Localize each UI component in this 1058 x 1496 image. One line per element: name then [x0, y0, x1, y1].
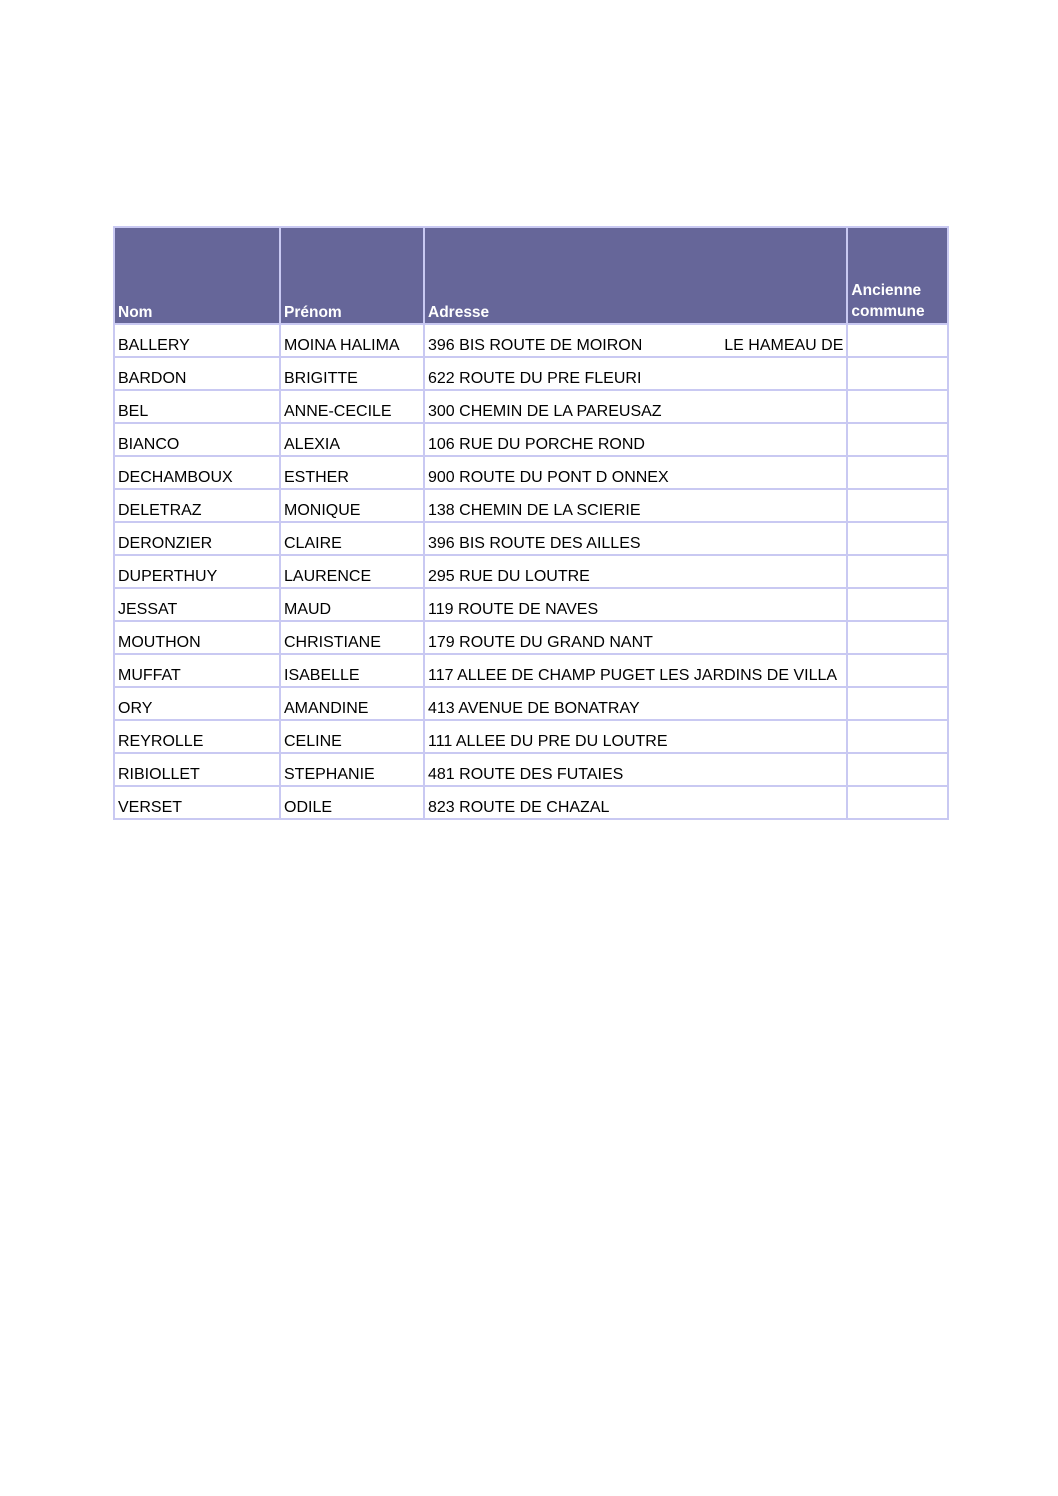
table-row: [114, 753, 948, 786]
cell-nom: DECHAMBOUX: [114, 456, 280, 489]
header-row: [114, 227, 948, 324]
cell-nom: REYROLLE: [114, 720, 280, 753]
table-row: [114, 489, 948, 522]
address-text: 481 ROUTE DES FUTAIES: [428, 766, 624, 783]
header-ancienne-commune: Ancienne commune: [847, 227, 948, 324]
cell-nom: JESSAT: [114, 588, 280, 621]
cell-ancienne-commune: [847, 621, 948, 654]
table-row: [114, 456, 948, 489]
header-adresse: Adresse: [424, 227, 847, 324]
cell-adresse: [424, 423, 847, 456]
cell-ancienne-commune: [847, 654, 948, 687]
cell-ancienne-commune: [847, 324, 948, 357]
cell-nom: MOUTHON: [114, 621, 280, 654]
header-prenom: Prénom: [280, 227, 424, 324]
address-text: 900 ROUTE DU PONT D ONNEX: [428, 469, 669, 486]
table-row: [114, 786, 948, 819]
cell-ancienne-commune: [847, 489, 948, 522]
cell-prenom: CLAIRE: [280, 522, 424, 555]
cell-prenom: LAURENCE: [280, 555, 424, 588]
cell-ancienne-commune: [847, 720, 948, 753]
header-nom: Nom: [114, 227, 280, 324]
cell-adresse: [424, 456, 847, 489]
address-text: 106 RUE DU PORCHE ROND: [428, 436, 645, 453]
cell-adresse: [424, 786, 847, 819]
cell-adresse: [424, 390, 847, 423]
cell-adresse: [424, 687, 847, 720]
cell-prenom: CELINE: [280, 720, 424, 753]
table-row: [114, 654, 948, 687]
address-text: 300 CHEMIN DE LA PAREUSAZ: [428, 403, 662, 420]
table-row: [114, 423, 948, 456]
table-body: [114, 324, 948, 819]
cell-adresse: [424, 753, 847, 786]
cell-prenom: ISABELLE: [280, 654, 424, 687]
cell-nom: DUPERTHUY: [114, 555, 280, 588]
cell-nom: RIBIOLLET: [114, 753, 280, 786]
table-row: [114, 687, 948, 720]
cell-ancienne-commune: [847, 555, 948, 588]
table-row: [114, 522, 948, 555]
cell-ancienne-commune: [847, 423, 948, 456]
cell-prenom: CHRISTIANE: [280, 621, 424, 654]
table-row: [114, 621, 948, 654]
address-text: 119 ROUTE DE NAVES: [428, 601, 599, 618]
address-text: 111 ALLEE DU PRE DU LOUTRE: [428, 733, 668, 750]
table-row: [114, 324, 948, 357]
table-row: [114, 588, 948, 621]
cell-nom: BALLERY: [114, 324, 280, 357]
address-text: 622 ROUTE DU PRE FLEURI: [428, 370, 642, 387]
contacts-table: [113, 226, 949, 820]
cell-prenom: ALEXIA: [280, 423, 424, 456]
address-text: 117 ALLEE DE CHAMP PUGET LES JARDINS DE VILLA: [428, 667, 838, 684]
cell-ancienne-commune: [847, 357, 948, 390]
address-text: 295 RUE DU LOUTRE: [428, 568, 590, 585]
cell-nom: DELETRAZ: [114, 489, 280, 522]
table-row: [114, 357, 948, 390]
table-row: [114, 390, 948, 423]
cell-prenom: MAUD: [280, 588, 424, 621]
table-row: [114, 720, 948, 753]
cell-nom: BIANCO: [114, 423, 280, 456]
cell-prenom: MOINA HALIMA: [280, 324, 424, 357]
cell-adresse: [424, 357, 847, 390]
address-text: 396 BIS ROUTE DE MOIRON: [428, 337, 643, 354]
cell-prenom: STEPHANIE: [280, 753, 424, 786]
cell-prenom: ODILE: [280, 786, 424, 819]
cell-prenom: MONIQUE: [280, 489, 424, 522]
address-text: 396 BIS ROUTE DES AILLES: [428, 535, 641, 552]
cell-prenom: ESTHER: [280, 456, 424, 489]
cell-ancienne-commune: [847, 456, 948, 489]
address-text: 179 ROUTE DU GRAND NANT: [428, 634, 653, 651]
cell-adresse: [424, 621, 847, 654]
cell-nom: BARDON: [114, 357, 280, 390]
cell-nom: VERSET: [114, 786, 280, 819]
cell-adresse: [424, 522, 847, 555]
cell-ancienne-commune: [847, 753, 948, 786]
cell-adresse: [424, 588, 847, 621]
cell-ancienne-commune: [847, 522, 948, 555]
address-extra-text: LE HAMEAU DE: [724, 337, 844, 354]
table-row: [114, 555, 948, 588]
cell-adresse: [424, 324, 847, 357]
cell-adresse: [424, 489, 847, 522]
cell-ancienne-commune: [847, 588, 948, 621]
cell-nom: BEL: [114, 390, 280, 423]
cell-prenom: AMANDINE: [280, 687, 424, 720]
table-header: [114, 227, 948, 324]
cell-nom: MUFFAT: [114, 654, 280, 687]
cell-prenom: ANNE-CECILE: [280, 390, 424, 423]
cell-prenom: BRIGITTE: [280, 357, 424, 390]
cell-adresse: [424, 654, 847, 687]
cell-ancienne-commune: [847, 687, 948, 720]
cell-ancienne-commune: [847, 786, 948, 819]
cell-nom: ORY: [114, 687, 280, 720]
cell-adresse: [424, 720, 847, 753]
cell-adresse: [424, 555, 847, 588]
cell-nom: DERONZIER: [114, 522, 280, 555]
cell-ancienne-commune: [847, 390, 948, 423]
address-text: 823 ROUTE DE CHAZAL: [428, 799, 610, 816]
address-text: 138 CHEMIN DE LA SCIERIE: [428, 502, 641, 519]
address-text: 413 AVENUE DE BONATRAY: [428, 700, 640, 717]
